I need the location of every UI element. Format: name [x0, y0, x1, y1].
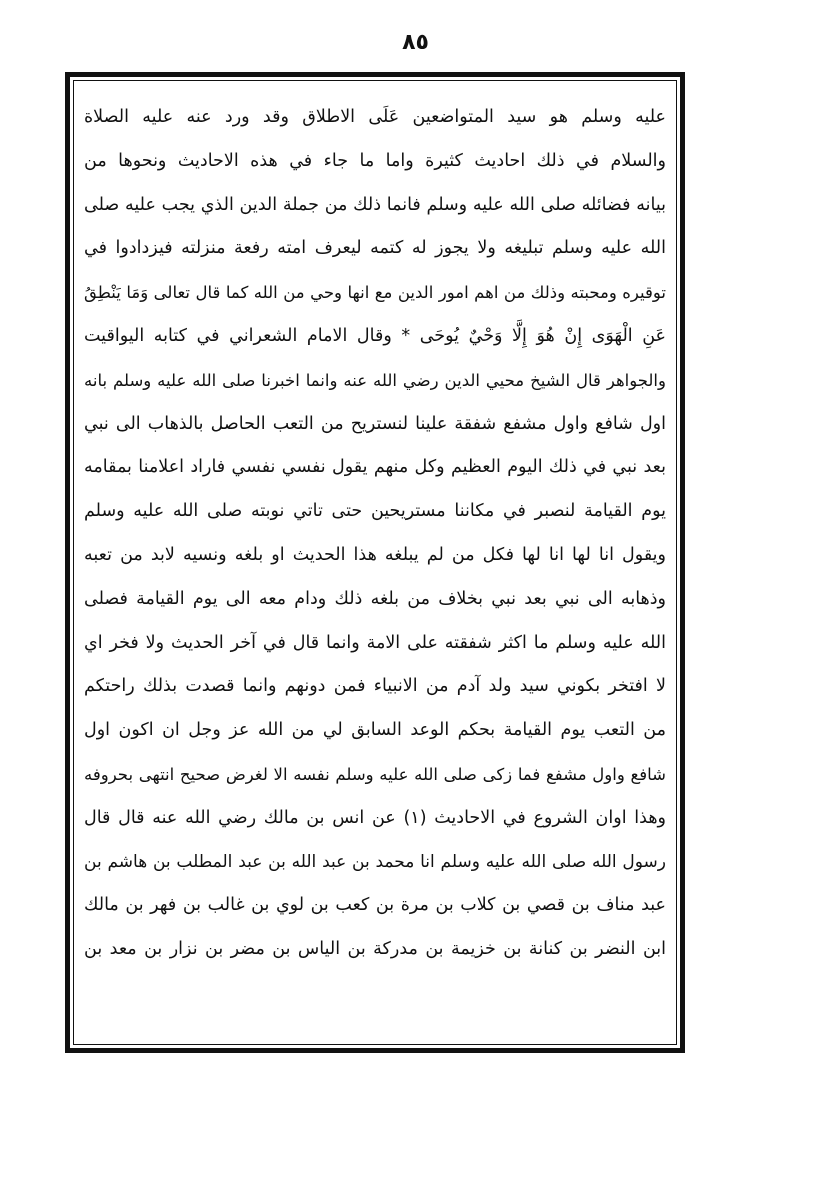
text-line: عليه وسلم هو سيد المتواضعين عَلَى الاطلاق وقد ورد عنه عليه الصلاة	[84, 107, 666, 127]
page-number: ٨٥	[402, 30, 429, 55]
text-line: توقيره ومحبته وذلك من اهم امور الدين مع انها وحي من الله كما قال تعالى وَمَا يَنْطِقُ	[84, 283, 666, 303]
text-line: شافع واول مشفع فما زكى صلى الله عليه وسلم نفسه الا لغرض صحيح انتهى بحروفه	[84, 764, 666, 784]
text-line: من التعب يوم القيامة بحكم الوعد السابق لي من الله عز وجل ان اكون اول	[84, 720, 666, 741]
text-line: وهذا اوان الشروع في الاحاديث (١) عن انس بن مالك رضي الله عنه قال قال	[84, 807, 666, 828]
text-line: اول شافع واول مشفع شفقة علينا لنستريح من التعب الحاصل بالذهاب الى نبي	[84, 413, 666, 434]
text-line: لا افتخر بكوني سيد ولد آدم من الانبياء فمن دونهم وانما قصدت بذلك راحتكم	[84, 676, 666, 697]
text-line: يوم القيامة لنصبر في مكاننا مستريحين حتى تاتي نوبته صلى الله عليه وسلم	[84, 501, 666, 522]
text-line: والسلام في ذلك احاديث كثيرة واما ما جاء في هذه الاحاديث ونحوها من	[84, 150, 666, 171]
text-line: وذهابه الى نبي بعد نبي بخلاف من بلغه ذلك ودام معه الى يوم القيامة فصلى	[84, 588, 666, 609]
text-line: عبد مناف بن قصي بن كلاب بن مرة بن كعب بن لوي بن غالب بن فهر بن مالك	[84, 895, 666, 916]
text-line: بيانه فضائله صلى الله عليه وسلم فانما ذلك من جملة الدين الذي يجب عليه صلى	[84, 194, 666, 215]
text-line: والجواهر قال الشيخ محيي الدين رضي الله عنه وانما اخبرنا صلى الله عليه وسلم بانه	[84, 370, 666, 390]
text-line: رسول الله صلى الله عليه وسلم انا محمد بن عبد الله بن عبد المطلب بن هاشم بن	[84, 851, 666, 872]
body-text	[84, 96, 666, 1046]
text-line: ابن النضر بن كنانة بن خزيمة بن مدركة بن الياس بن مضر بن نزار بن معد بن	[84, 939, 666, 960]
text-line: بعد نبي في ذلك اليوم العظيم وكل منهم يقول نفسي نفسي فاراد اعلامنا بمقامه	[84, 457, 666, 478]
text-line: عَنِ الْهَوَى إِنْ هُوَ إِلَّا وَحْيٌ يُوحَى * وقال الامام الشعراني في كتابه اليواقيت	[84, 325, 666, 346]
text-line: الله عليه وسلم ما اكثر شفقته على الامة وانما قال في آخر الحديث ولا فخر اي	[84, 632, 666, 653]
text-line: ويقول انا لها انا لها فكل من لم يبلغه هذا الحديث او بلغه ونسيه لابد من تعبه	[84, 544, 666, 565]
text-line: الله عليه وسلم تبليغه ولا يجوز له كتمه ليعرف امته رفعة منزلته فيزدادوا في	[84, 238, 666, 259]
